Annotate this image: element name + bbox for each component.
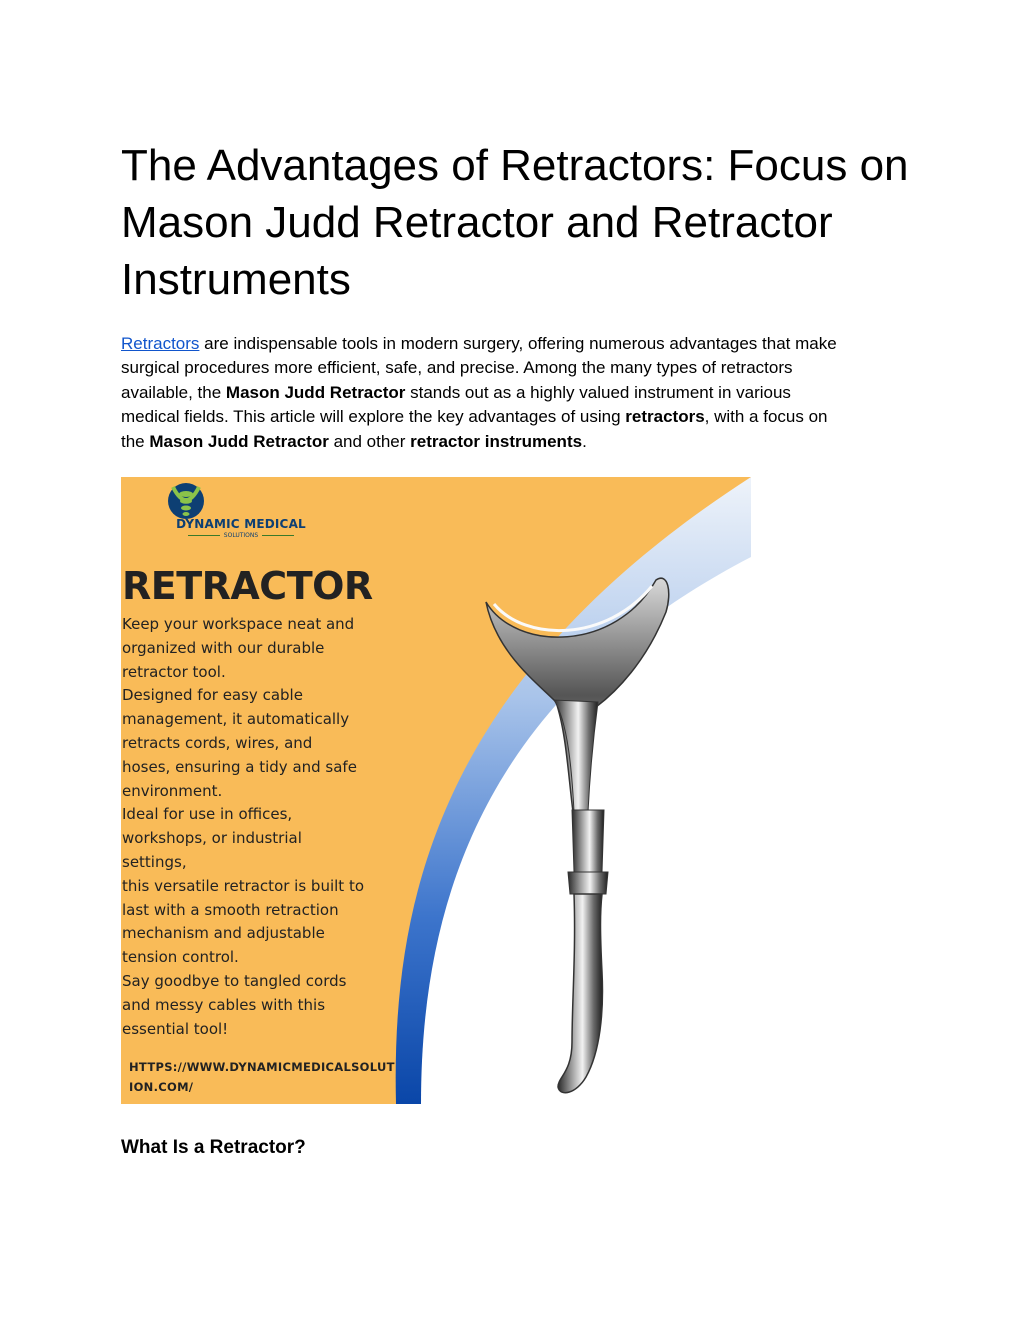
intro-line bbox=[121, 405, 911, 429]
copy-line: this versatile retractor is built to bbox=[122, 876, 364, 895]
intro-text: the bbox=[121, 431, 150, 451]
copy-line: Designed for easy cable bbox=[122, 686, 303, 705]
intro-line bbox=[121, 332, 911, 356]
copy-line: organized with our durable bbox=[122, 638, 325, 657]
brand-name: DYNAMIC MEDICAL bbox=[176, 517, 306, 531]
retractors-link[interactable]: Retractors bbox=[121, 334, 200, 353]
title-line: The Advantages of Retractors: Focus on bbox=[121, 141, 909, 190]
copy-line: management, it automatically bbox=[122, 710, 350, 729]
intro-text: medical fields. This article will explore the key advantages of using bbox=[121, 407, 626, 427]
retractor-instrument-icon bbox=[476, 572, 676, 1102]
copy-line: retracts cords, wires, and bbox=[122, 733, 313, 752]
intro-text: and other bbox=[328, 431, 411, 451]
retractor-banner-image bbox=[121, 477, 751, 1104]
intro-text: . bbox=[582, 431, 587, 451]
copy-line: environment. bbox=[122, 781, 223, 800]
brand-subtitle: SOLUTIONS bbox=[121, 532, 361, 539]
bold-term: Mason Judd Retractor bbox=[149, 431, 329, 451]
bold-term: Mason Judd Retractor bbox=[225, 382, 406, 402]
title-line: Instruments bbox=[121, 255, 351, 304]
copy-line: last with a smooth retraction bbox=[122, 900, 339, 919]
banner-heading: RETRACTOR bbox=[122, 564, 373, 608]
copy-line: Keep your workspace neat and bbox=[122, 615, 355, 633]
copy-line: workshops, or industrial bbox=[122, 829, 302, 848]
copy-line: Ideal for use in offices, bbox=[122, 805, 293, 824]
url-line: HTTPS://WWW.DYNAMICMEDICALSOLUT bbox=[129, 1060, 395, 1074]
copy-line: and messy cables with this bbox=[122, 995, 326, 1014]
copy-line: Say goodbye to tangled cords bbox=[122, 971, 347, 990]
intro-text: available, the bbox=[121, 382, 226, 402]
url-line: ION.COM/ bbox=[129, 1080, 194, 1094]
intro-text: are indispensable tools in modern surgery, offering numerous advantages that make bbox=[199, 334, 837, 353]
banner-url bbox=[129, 1057, 409, 1097]
intro-line bbox=[121, 381, 911, 405]
intro-text: stands out as a highly valued instrument in various bbox=[405, 382, 791, 402]
title-line: Mason Judd Retractor and Retractor bbox=[121, 198, 833, 247]
intro-text: , with a focus on bbox=[704, 407, 828, 427]
intro-line bbox=[121, 430, 911, 454]
bold-term: retractor instruments bbox=[410, 431, 583, 451]
banner-copy bbox=[122, 613, 402, 1041]
copy-line: hoses, ensuring a tidy and safe bbox=[122, 757, 357, 776]
article-title bbox=[121, 137, 921, 308]
copy-line: essential tool! bbox=[122, 1019, 229, 1038]
copy-line: retractor tool. bbox=[122, 662, 226, 681]
copy-line: settings, bbox=[122, 852, 187, 871]
intro-line: surgical procedures more efficient, safe, and precise. Among the many types of retractors bbox=[121, 358, 793, 378]
copy-line: mechanism and adjustable bbox=[122, 924, 325, 943]
bold-term: retractors bbox=[625, 407, 705, 427]
section-heading: What Is a Retractor? bbox=[121, 1137, 306, 1158]
intro-paragraph bbox=[121, 332, 911, 454]
copy-line: tension control. bbox=[122, 948, 239, 967]
